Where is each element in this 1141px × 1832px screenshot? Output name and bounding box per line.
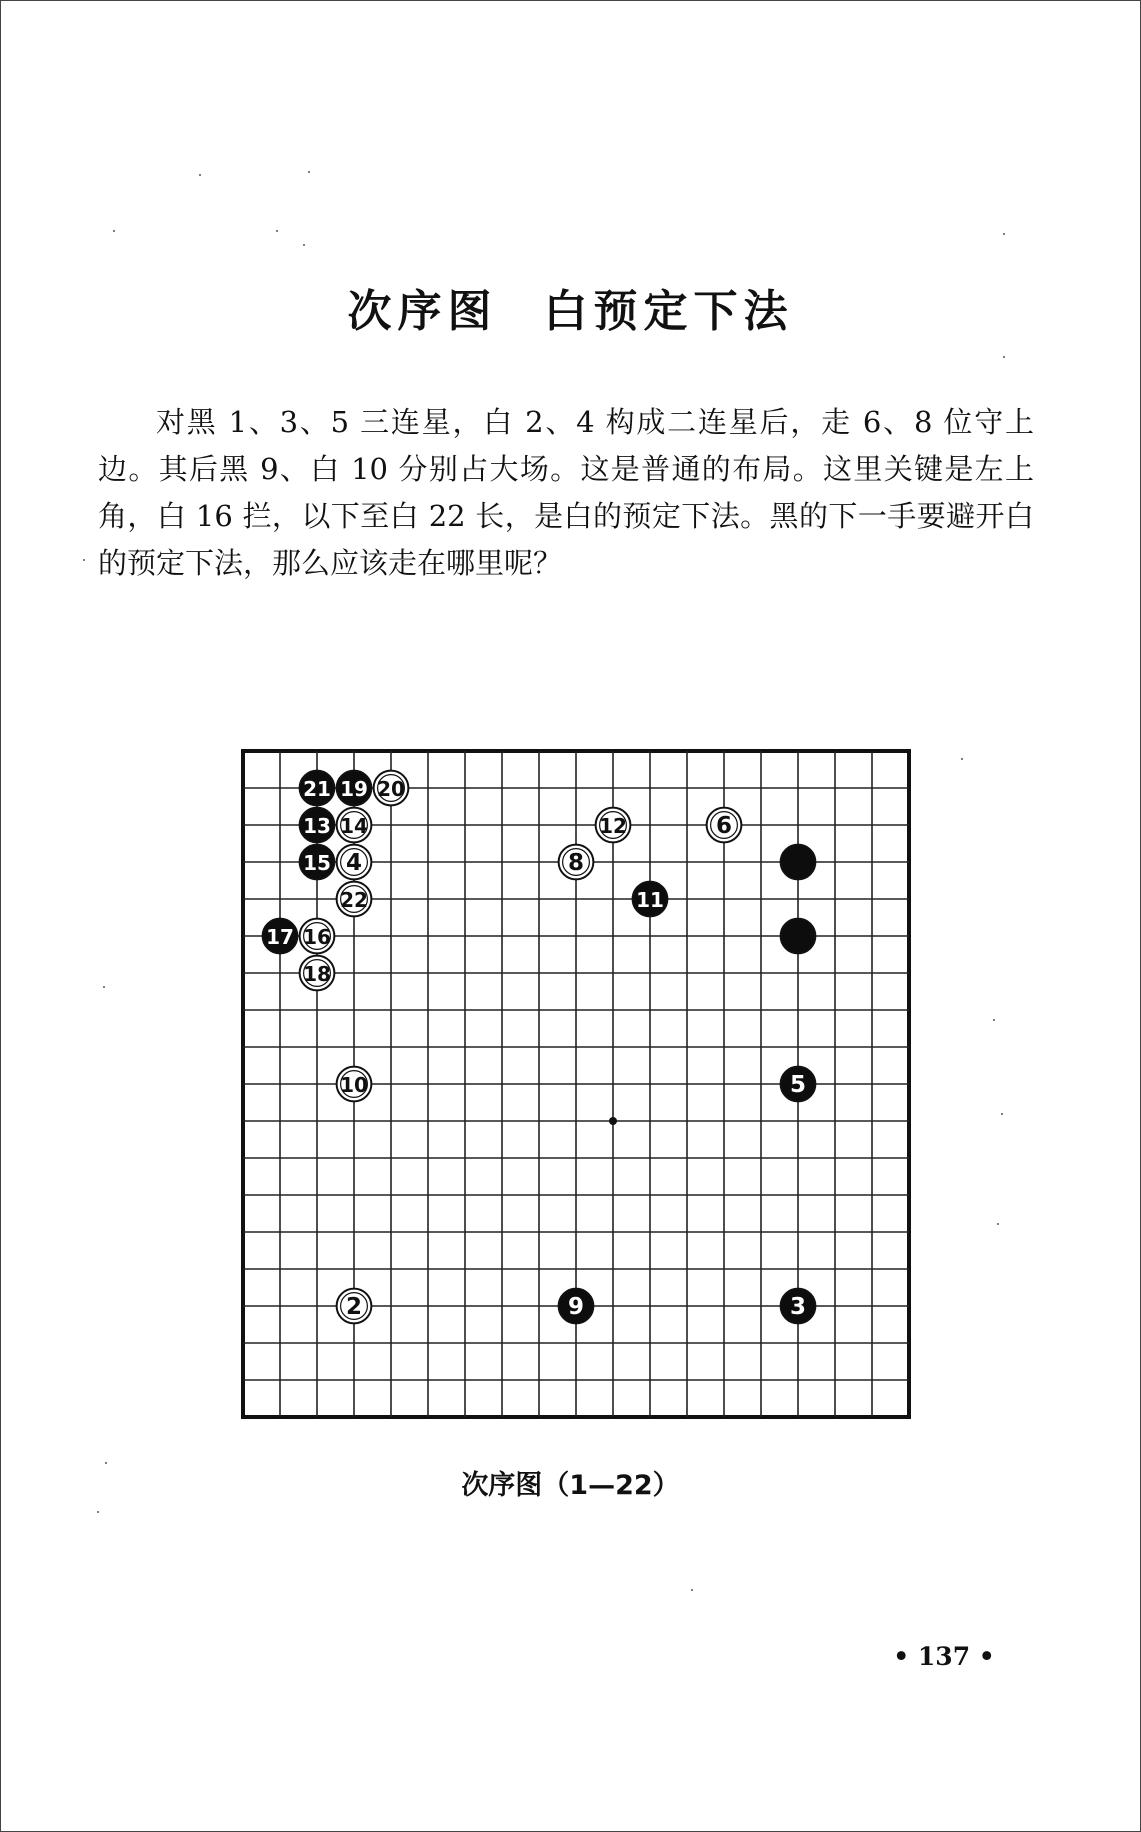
stone-number: 3: [789, 1294, 807, 1320]
stone-number: 5: [789, 1072, 807, 1098]
black-stone: [781, 845, 816, 880]
star-point: [609, 1117, 617, 1125]
stone-number: 10: [340, 1073, 368, 1097]
stone-number: 4: [345, 850, 363, 876]
title-part1: 次序图: [347, 286, 498, 337]
stone-number: 15: [303, 851, 331, 875]
scan-speck: [97, 1511, 99, 1513]
scan-speck: [961, 758, 963, 760]
scan-speck: [1003, 356, 1005, 358]
scan-speck: [199, 174, 201, 176]
diagram-caption: 次序图（1—22）: [461, 1470, 680, 1501]
go-board-diagram: [239, 747, 917, 1435]
scan-speck: [303, 244, 305, 246]
scan-speck: [113, 230, 115, 232]
scan-speck: [105, 1462, 107, 1464]
title-part2: 白预定下法: [543, 286, 794, 337]
stone-number: 12: [599, 814, 627, 838]
black-stone: [781, 919, 816, 954]
stone-number: 9: [567, 1294, 585, 1320]
scan-speck: [993, 1019, 995, 1021]
stone-number: 17: [266, 925, 294, 949]
stone-number: 16: [303, 925, 331, 949]
scan-speck: [276, 230, 278, 232]
scan-speck: [691, 1589, 693, 1591]
scan-speck: [997, 1223, 999, 1225]
stone-number: 14: [340, 814, 368, 838]
stone-number: 11: [636, 888, 664, 912]
scan-speck: [308, 171, 310, 173]
paragraph: 对黑 1、3、5 三连星，白 2、4 构成二连星后，走 6、8 位守上边。其后黑 9、白 10 分别占大场。这是普通的布局。这里关键是左上角，白 16 拦，以下至白 22 长，是白的预定下法。黑的下一手要避开白的预定下法，那么应该走在哪里呢？: [98, 405, 1034, 580]
stone-number: 20: [377, 777, 405, 801]
scan-speck: [1001, 1113, 1003, 1115]
stone-number: 22: [340, 888, 368, 912]
stone-number: 19: [340, 777, 368, 801]
scan-speck: [83, 559, 85, 561]
stone-number: 8: [567, 850, 585, 876]
body-text: [98, 399, 1034, 587]
go-board: [239, 747, 917, 1435]
page-number: • 137 •: [893, 1642, 995, 1671]
stone-number: 13: [303, 814, 331, 838]
stone-number: 6: [715, 813, 733, 839]
scan-speck: [1003, 233, 1005, 235]
stone-number: 18: [303, 962, 331, 986]
scan-speck: [103, 986, 105, 988]
stone-number: 2: [345, 1294, 363, 1320]
page-title: [1, 275, 1140, 339]
stone-number: 21: [303, 777, 331, 801]
